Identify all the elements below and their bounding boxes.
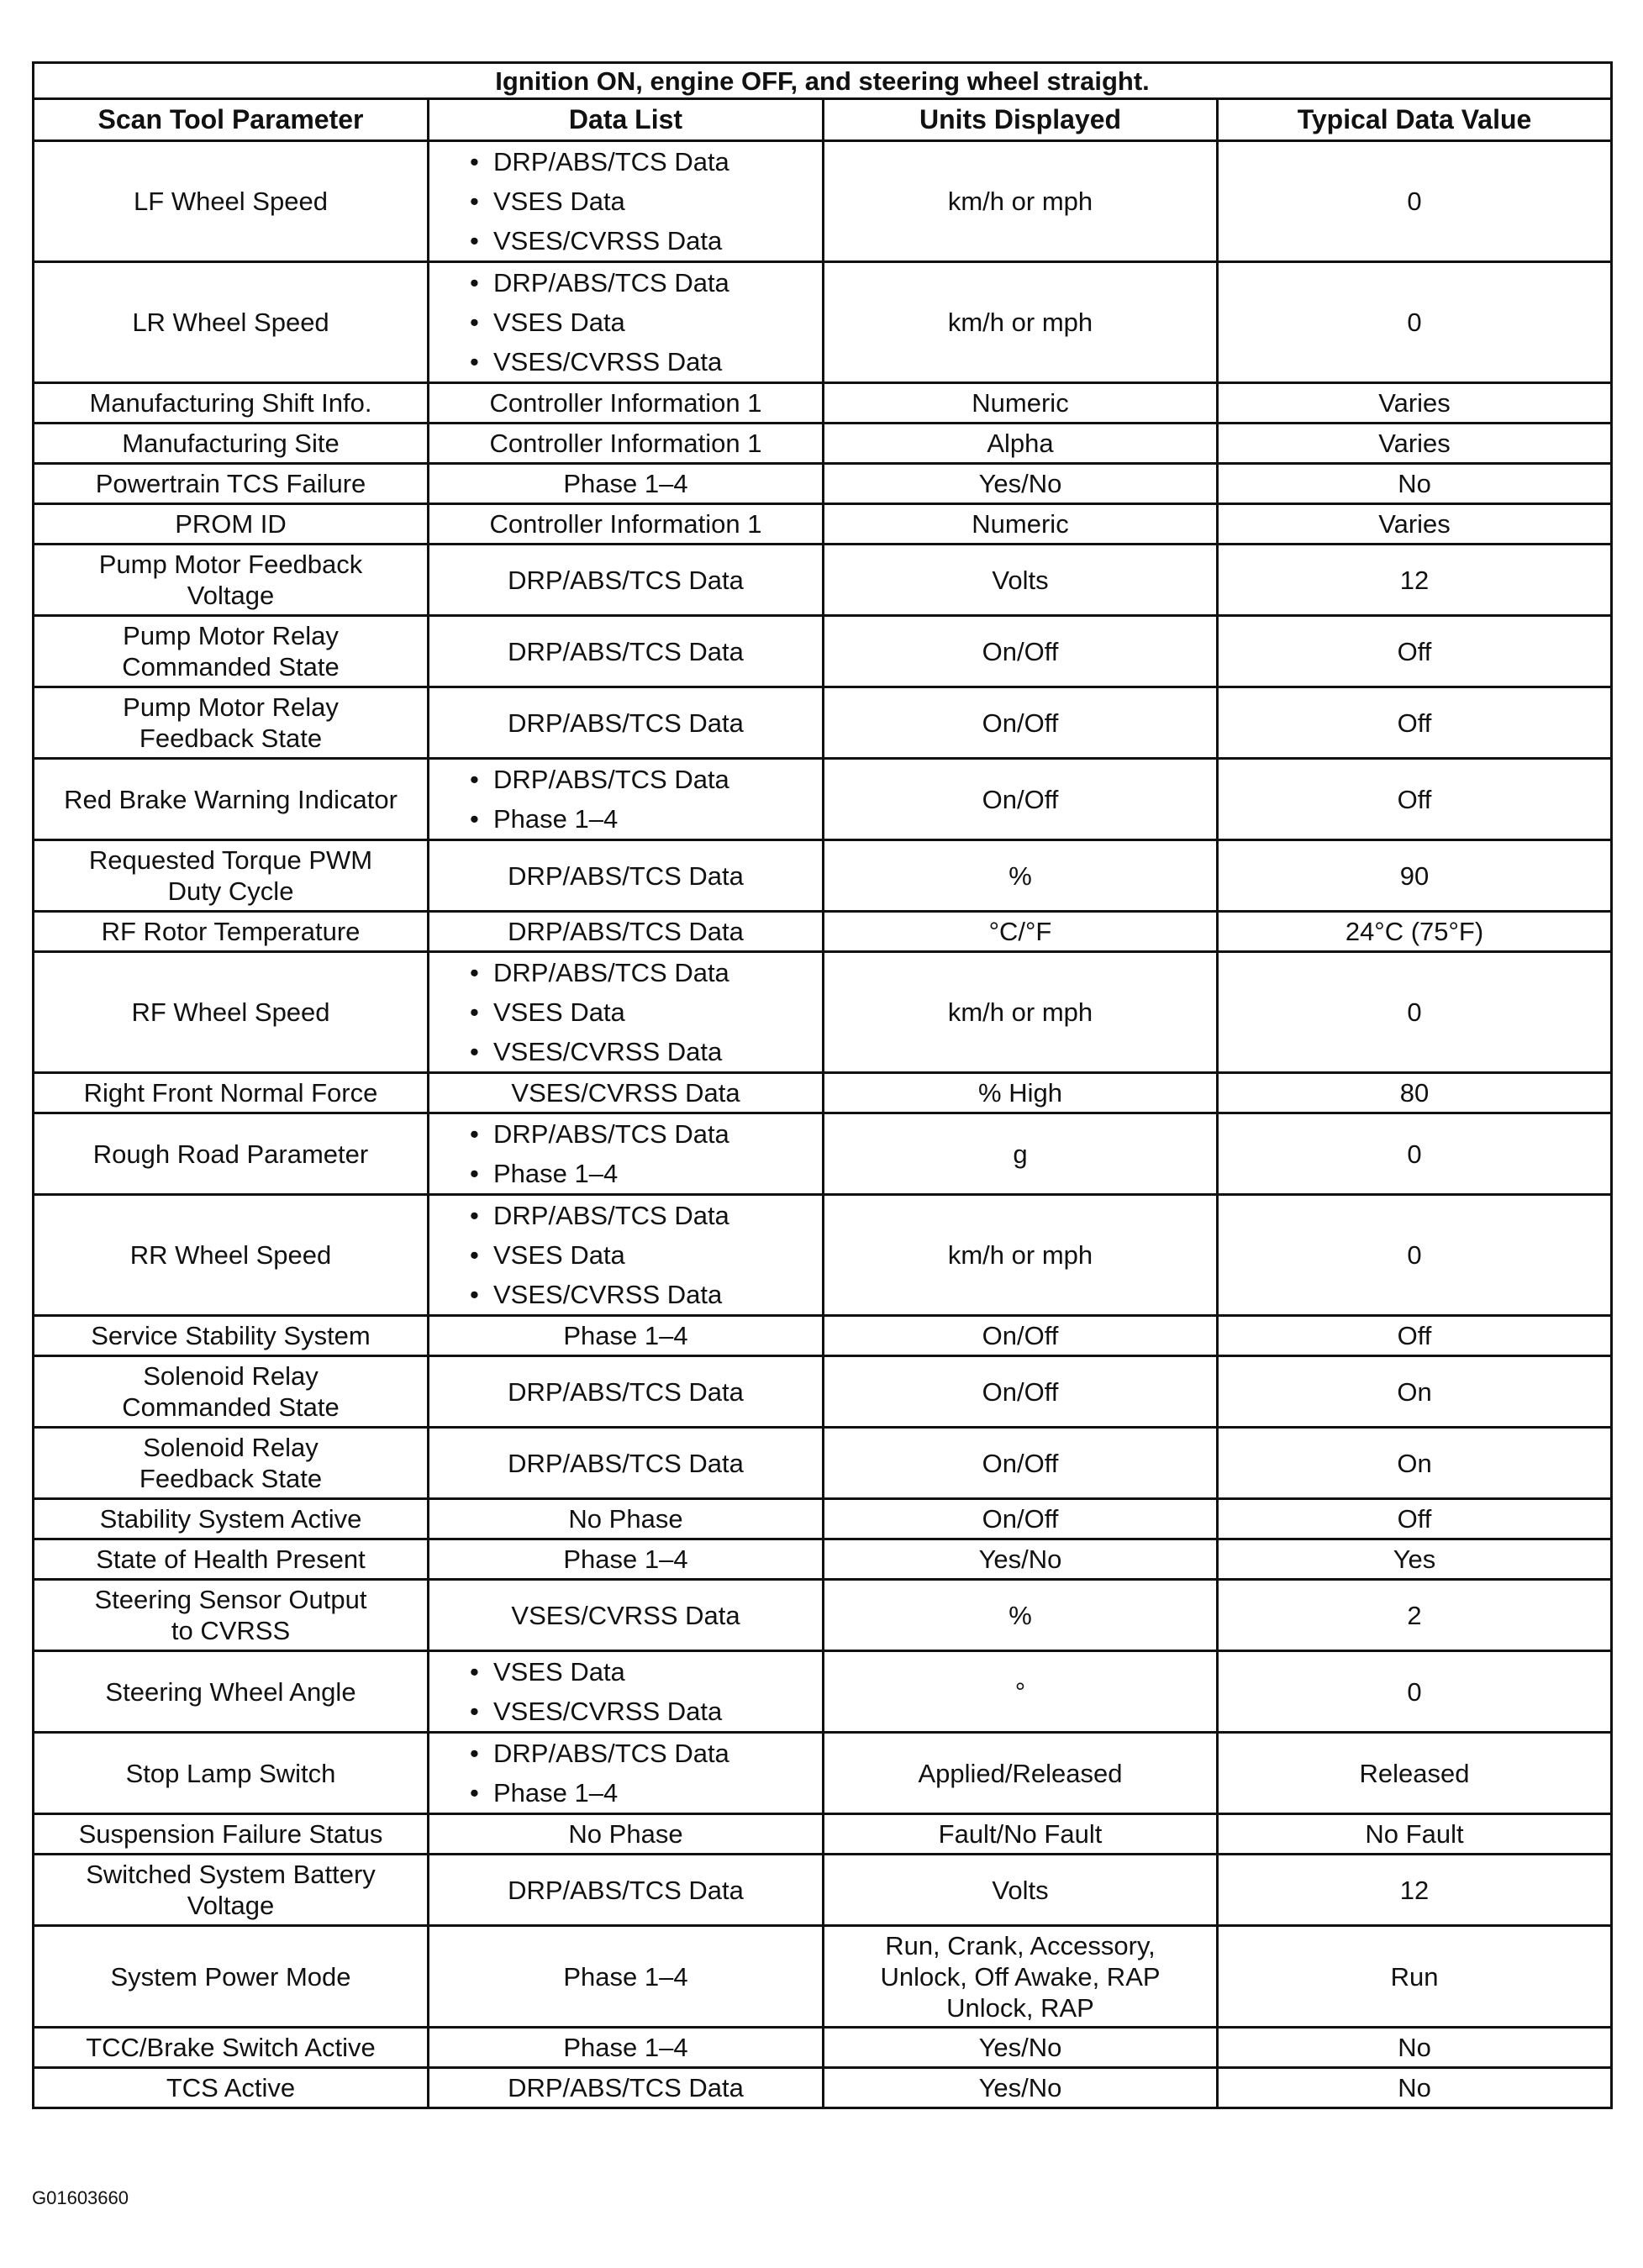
data-list-cell: DRP/ABS/TCS Data — [429, 912, 824, 952]
units-cell: °C/°F — [824, 912, 1218, 952]
parameter-cell: LR Wheel Speed — [34, 262, 429, 383]
parameter-cell: Manufacturing Site — [34, 424, 429, 464]
typical-value-cell: On — [1218, 1356, 1612, 1428]
data-list-cell: Controller Information 1 — [429, 504, 824, 545]
typical-value-cell: 24°C (75°F) — [1218, 912, 1612, 952]
units-cell: km/h or mph — [824, 952, 1218, 1073]
data-list-bullets — [436, 142, 815, 260]
parameter-cell: Switched System Battery Voltage — [34, 1855, 429, 1926]
typical-value-cell: 12 — [1218, 1855, 1612, 1926]
parameter-cell: LF Wheel Speed — [34, 141, 429, 262]
table-row — [34, 912, 1612, 952]
table-body — [34, 141, 1612, 2108]
table-caption: Ignition ON, engine OFF, and steering wheel straight. — [34, 63, 1612, 99]
parameter-cell: Rough Road Parameter — [34, 1113, 429, 1195]
data-list-cell: DRP/ABS/TCS Data — [429, 1428, 824, 1499]
table-row — [34, 952, 1612, 1073]
table-row — [34, 1113, 1612, 1195]
data-list-cell — [429, 1651, 824, 1733]
data-list-cell: No Phase — [429, 1499, 824, 1539]
data-list-bullets — [436, 1114, 815, 1193]
units-cell: Volts — [824, 1855, 1218, 1926]
units-cell: g — [824, 1113, 1218, 1195]
units-cell: km/h or mph — [824, 262, 1218, 383]
data-list-cell: Controller Information 1 — [429, 383, 824, 424]
typical-value-cell: Yes — [1218, 1539, 1612, 1580]
table-row — [34, 1651, 1612, 1733]
data-list-cell: DRP/ABS/TCS Data — [429, 840, 824, 912]
data-list-cell — [429, 1113, 824, 1195]
units-cell: % High — [824, 1073, 1218, 1113]
data-list-item: • DRP/ABS/TCS Data — [470, 953, 815, 992]
parameter-cell: Steering Sensor Output to CVRSS — [34, 1580, 429, 1651]
data-list-bullets — [436, 263, 815, 382]
data-list-cell: Controller Information 1 — [429, 424, 824, 464]
typical-value-cell: 80 — [1218, 1073, 1612, 1113]
data-list-item: • DRP/ABS/TCS Data — [470, 760, 815, 799]
table-row — [34, 2068, 1612, 2108]
typical-value-cell: No Fault — [1218, 1814, 1612, 1855]
units-cell: On/Off — [824, 1499, 1218, 1539]
data-list-bullets — [436, 760, 815, 839]
typical-value-cell: Run — [1218, 1926, 1612, 2028]
table-row — [34, 759, 1612, 840]
table-row — [34, 1926, 1612, 2028]
header-typical-data-value: Typical Data Value — [1218, 99, 1612, 141]
data-list-cell: DRP/ABS/TCS Data — [429, 687, 824, 759]
data-list-cell — [429, 1733, 824, 1814]
units-cell: Alpha — [824, 424, 1218, 464]
units-cell: km/h or mph — [824, 1195, 1218, 1316]
table-row — [34, 1539, 1612, 1580]
data-list-cell: Phase 1–4 — [429, 1539, 824, 1580]
typical-value-cell: 0 — [1218, 141, 1612, 262]
typical-value-cell: Off — [1218, 687, 1612, 759]
typical-value-cell: 2 — [1218, 1580, 1612, 1651]
units-cell: % — [824, 1580, 1218, 1651]
parameter-cell: Pump Motor Relay Feedback State — [34, 687, 429, 759]
data-list-cell: No Phase — [429, 1814, 824, 1855]
data-list-cell: DRP/ABS/TCS Data — [429, 545, 824, 616]
data-list-item: • VSES Data — [470, 1235, 815, 1275]
parameter-cell: TCS Active — [34, 2068, 429, 2108]
data-list-cell: DRP/ABS/TCS Data — [429, 1855, 824, 1926]
table-row — [34, 141, 1612, 262]
units-cell: On/Off — [824, 616, 1218, 687]
parameter-cell: RF Rotor Temperature — [34, 912, 429, 952]
data-list-item: • VSES Data — [470, 303, 815, 342]
units-cell: Yes/No — [824, 1539, 1218, 1580]
typical-value-cell: 0 — [1218, 1195, 1612, 1316]
parameter-cell: Powertrain TCS Failure — [34, 464, 429, 504]
units-cell: ° — [824, 1651, 1218, 1733]
typical-value-cell: No — [1218, 464, 1612, 504]
header-units-displayed: Units Displayed — [824, 99, 1218, 141]
data-list-item: • VSES/CVRSS Data — [470, 1275, 815, 1314]
data-list-bullets — [436, 953, 815, 1071]
units-cell: On/Off — [824, 1428, 1218, 1499]
table-row — [34, 262, 1612, 383]
units-cell: On/Off — [824, 687, 1218, 759]
table-row — [34, 1580, 1612, 1651]
table-row — [34, 1499, 1612, 1539]
units-cell: Yes/No — [824, 2068, 1218, 2108]
data-list-cell: DRP/ABS/TCS Data — [429, 616, 824, 687]
units-cell: On/Off — [824, 1316, 1218, 1356]
data-list-item: • DRP/ABS/TCS Data — [470, 1734, 815, 1773]
table-row — [34, 840, 1612, 912]
typical-value-cell: Off — [1218, 1316, 1612, 1356]
units-cell: Applied/Released — [824, 1733, 1218, 1814]
parameter-cell: Right Front Normal Force — [34, 1073, 429, 1113]
table-row — [34, 1316, 1612, 1356]
data-list-cell — [429, 759, 824, 840]
data-list-item: • DRP/ABS/TCS Data — [470, 142, 815, 182]
parameter-cell: Red Brake Warning Indicator — [34, 759, 429, 840]
typical-value-cell: Released — [1218, 1733, 1612, 1814]
table-row — [34, 1073, 1612, 1113]
data-list-item: • VSES Data — [470, 1652, 815, 1692]
data-list-bullets — [436, 1652, 815, 1731]
parameter-cell: PROM ID — [34, 504, 429, 545]
units-cell: Fault/No Fault — [824, 1814, 1218, 1855]
parameter-cell: Stop Lamp Switch — [34, 1733, 429, 1814]
data-list-item: • Phase 1–4 — [470, 1154, 815, 1193]
typical-value-cell: On — [1218, 1428, 1612, 1499]
units-cell: Numeric — [824, 504, 1218, 545]
figure-id: G01603660 — [32, 2187, 129, 2208]
data-list-cell: Phase 1–4 — [429, 1316, 824, 1356]
table-row — [34, 687, 1612, 759]
table-row — [34, 1814, 1612, 1855]
parameter-cell: State of Health Present — [34, 1539, 429, 1580]
typical-value-cell: 0 — [1218, 262, 1612, 383]
typical-value-cell: Off — [1218, 759, 1612, 840]
data-list-item: • DRP/ABS/TCS Data — [470, 1114, 815, 1154]
data-list-cell — [429, 262, 824, 383]
table-row — [34, 464, 1612, 504]
parameter-cell: RR Wheel Speed — [34, 1195, 429, 1316]
parameter-cell: Requested Torque PWM Duty Cycle — [34, 840, 429, 912]
typical-value-cell: No — [1218, 2068, 1612, 2108]
table-row — [34, 545, 1612, 616]
data-list-cell: DRP/ABS/TCS Data — [429, 1356, 824, 1428]
units-cell: Yes/No — [824, 464, 1218, 504]
parameter-cell: RF Wheel Speed — [34, 952, 429, 1073]
data-list-bullets — [436, 1196, 815, 1314]
units-cell: Numeric — [824, 383, 1218, 424]
scan-tool-data-table — [32, 61, 1613, 2109]
parameter-cell: Service Stability System — [34, 1316, 429, 1356]
table-row — [34, 1356, 1612, 1428]
data-list-item: • VSES Data — [470, 182, 815, 221]
data-list-cell: Phase 1–4 — [429, 464, 824, 504]
data-list-item: • DRP/ABS/TCS Data — [470, 263, 815, 303]
typical-value-cell: 0 — [1218, 1651, 1612, 1733]
data-list-item: • VSES/CVRSS Data — [470, 1692, 815, 1731]
typical-value-cell: Off — [1218, 1499, 1612, 1539]
typical-value-cell: 90 — [1218, 840, 1612, 912]
parameter-cell: Steering Wheel Angle — [34, 1651, 429, 1733]
typical-value-cell: Varies — [1218, 383, 1612, 424]
units-cell: Run, Crank, Accessory, Unlock, Off Awake, RAP Unlock, RAP — [824, 1926, 1218, 2028]
header-scan-tool-parameter: Scan Tool Parameter — [34, 99, 429, 141]
parameter-cell: Solenoid Relay Commanded State — [34, 1356, 429, 1428]
header-data-list: Data List — [429, 99, 824, 141]
table-row — [34, 504, 1612, 545]
data-list-item: • VSES/CVRSS Data — [470, 342, 815, 382]
data-list-cell: Phase 1–4 — [429, 2028, 824, 2068]
units-cell: % — [824, 840, 1218, 912]
data-list-cell — [429, 952, 824, 1073]
table-row — [34, 2028, 1612, 2068]
typical-value-cell: Varies — [1218, 424, 1612, 464]
data-list-item: • VSES/CVRSS Data — [470, 1032, 815, 1071]
table-row — [34, 1195, 1612, 1316]
typical-value-cell: 12 — [1218, 545, 1612, 616]
typical-value-cell: No — [1218, 2028, 1612, 2068]
data-list-cell: VSES/CVRSS Data — [429, 1073, 824, 1113]
typical-value-cell: Off — [1218, 616, 1612, 687]
data-list-item: • VSES Data — [470, 992, 815, 1032]
data-list-item: • Phase 1–4 — [470, 1773, 815, 1813]
data-list-cell — [429, 141, 824, 262]
data-list-cell: DRP/ABS/TCS Data — [429, 2068, 824, 2108]
data-list-item: • Phase 1–4 — [470, 799, 815, 839]
data-list-item: • VSES/CVRSS Data — [470, 221, 815, 260]
units-cell: Volts — [824, 545, 1218, 616]
data-list-item: • DRP/ABS/TCS Data — [470, 1196, 815, 1235]
units-cell: Yes/No — [824, 2028, 1218, 2068]
data-list-bullets — [436, 1734, 815, 1813]
parameter-cell: Solenoid Relay Feedback State — [34, 1428, 429, 1499]
parameter-cell: Suspension Failure Status — [34, 1814, 429, 1855]
typical-value-cell: 0 — [1218, 1113, 1612, 1195]
typical-value-cell: Varies — [1218, 504, 1612, 545]
table-row — [34, 1428, 1612, 1499]
parameter-cell: Pump Motor Feedback Voltage — [34, 545, 429, 616]
parameter-cell: System Power Mode — [34, 1926, 429, 2028]
table-row — [34, 1733, 1612, 1814]
units-cell: km/h or mph — [824, 141, 1218, 262]
typical-value-cell: 0 — [1218, 952, 1612, 1073]
parameter-cell: Pump Motor Relay Commanded State — [34, 616, 429, 687]
units-cell: On/Off — [824, 759, 1218, 840]
parameter-cell: TCC/Brake Switch Active — [34, 2028, 429, 2068]
table-row — [34, 383, 1612, 424]
data-list-cell: VSES/CVRSS Data — [429, 1580, 824, 1651]
units-cell: On/Off — [824, 1356, 1218, 1428]
parameter-cell: Stability System Active — [34, 1499, 429, 1539]
data-list-cell: Phase 1–4 — [429, 1926, 824, 2028]
data-list-cell — [429, 1195, 824, 1316]
table-row — [34, 424, 1612, 464]
table-row — [34, 1855, 1612, 1926]
parameter-cell: Manufacturing Shift Info. — [34, 383, 429, 424]
table-row — [34, 616, 1612, 687]
